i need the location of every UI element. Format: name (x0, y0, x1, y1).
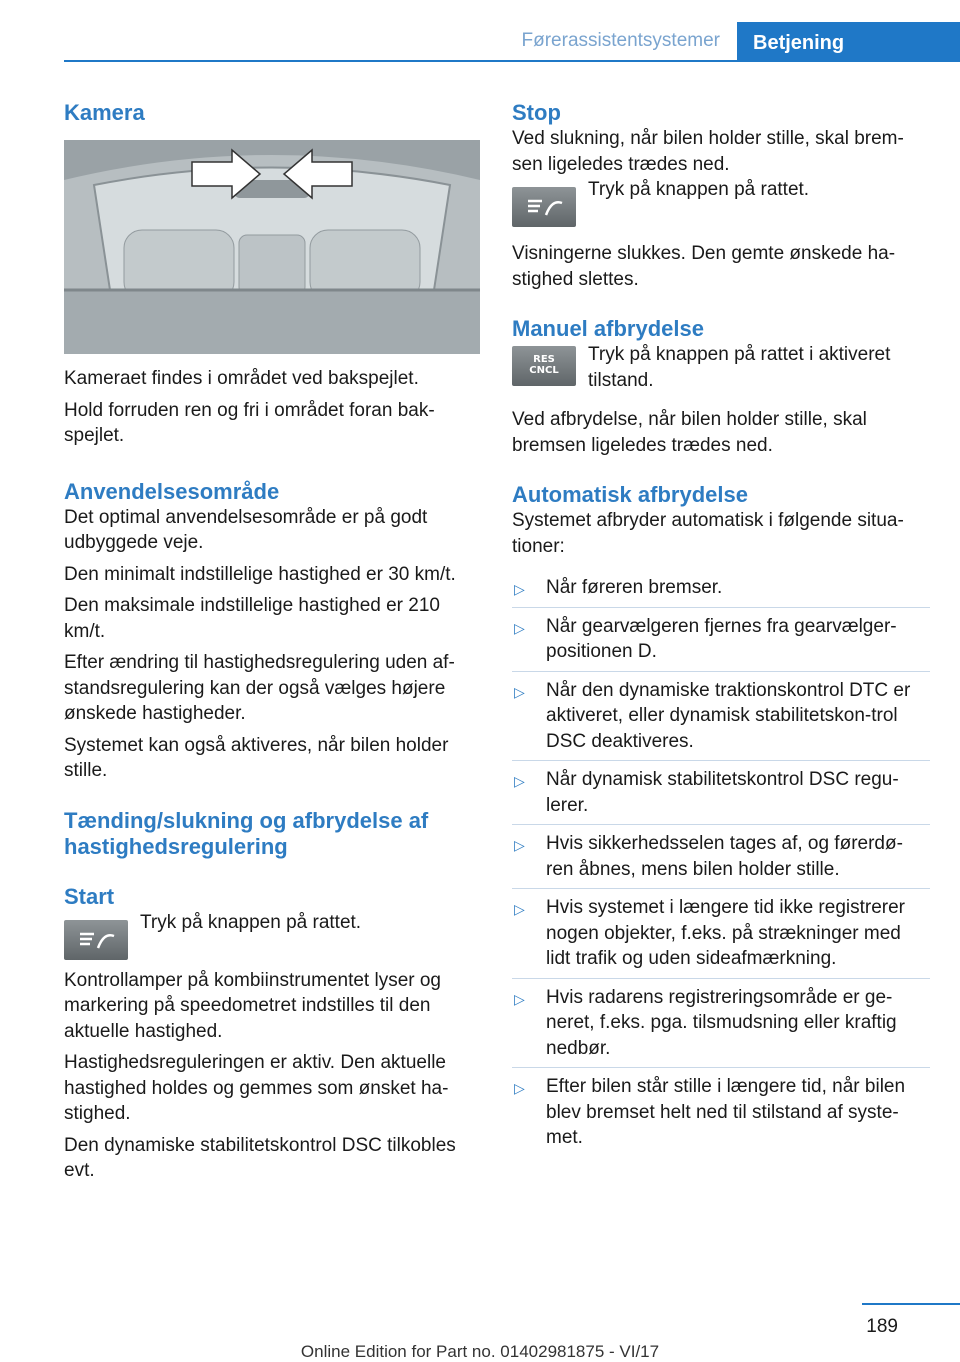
triangle-bullet-icon: ▷ (514, 990, 525, 1007)
camera-location-photo (64, 140, 480, 354)
triangle-bullet-icon: ▷ (514, 1080, 525, 1096)
list-item: ▷ Når føreren bremser. (512, 569, 930, 607)
manuel-heading: Manuel afbrydelse (512, 316, 704, 341)
anvendelse-text-4: Efter ændring til hastighedsregulering uden af-standsregulering kan der også vælges højere ønskede hastigheder. (64, 652, 455, 724)
anvendelse-heading: Anvendelsesområde (64, 478, 280, 504)
start-instruction (64, 910, 482, 960)
list-item: ▷ Når dynamisk stabilitetskontrol DSC regu-lerer. (512, 760, 930, 824)
start-text-1: Kontrollamper på kombiinstrumentet lyser og markering på speedometret indstilles til den aktuelle hastighed. (64, 969, 442, 1042)
start-text-2: Hastighedsreguleringen er aktiv. Den aktuelle hastighed holdes og gemmes som ønsket ha-stighed. (64, 1052, 449, 1124)
start-heading: Start (64, 883, 115, 909)
list-item: ▷ Når gearvælgeren fjernes fra gearvælger-positionen D. (512, 607, 930, 671)
header-section-title: Førerassistentsystemer (521, 30, 720, 51)
cruise-control-button-icon (64, 920, 128, 960)
manuel-instruction (512, 342, 930, 393)
header-tab: Betjening (737, 22, 960, 62)
stop-text-2: Visningerne slukkes. Den gemte ønskede ha-stighed slettes. (512, 243, 896, 290)
triangle-bullet-icon: ▷ (514, 619, 525, 636)
auto-conditions-list (512, 569, 930, 1157)
anvendelse-text-1: Det optimal anvendelsesområde er på godt udbyggede veje. (64, 506, 428, 553)
auto-text-1: Systemet afbryder automatisk i følgende situa-tioner: (512, 510, 904, 557)
list-item: ▷ Hvis systemet i længere tid ikke registrerer nogen objekter, f.eks. på strækninger med lidt trafik og uden sideafmærkning. (512, 888, 930, 978)
start-button-text: Tryk på knappen på rattet. (140, 911, 362, 933)
triangle-bullet-icon: ▷ (514, 683, 525, 700)
list-item: ▷ Hvis radarens registreringsområde er ge-neret, f.eks. pga. tilsmudsning eller kraftig nedbør. (512, 978, 930, 1068)
car-interior-illustration (64, 140, 480, 354)
triangle-bullet-icon: ▷ (514, 901, 525, 917)
left-column (64, 100, 482, 1184)
stop-heading: Stop (512, 100, 561, 125)
anvendelse-text-5: Systemet kan også aktiveres, når bilen holder stille. (64, 734, 449, 781)
list-item: ▷ Hvis sikkerhedsselen tages af, og førerdø-ren åbnes, mens bilen holder stille. (512, 824, 930, 888)
triangle-bullet-icon: ▷ (514, 837, 525, 853)
taending-heading: Tænding/slukning og afbrydelse af hastighedsregulering (64, 807, 429, 859)
stop-text-1: Ved slukning, når bilen holder stille, skal brem-sen ligeledes trædes ned. (512, 128, 904, 175)
start-text-3: Den dynamiske stabilitetskontrol DSC tilkobles evt. (64, 1134, 456, 1181)
list-item: ▷ Efter bilen står stille i længere tid, når bilen blev bremset helt ned til stilstand af syste-met. (512, 1067, 930, 1157)
triangle-bullet-icon: ▷ (514, 773, 525, 789)
stop-button-text: Tryk på knappen på rattet. (588, 179, 810, 200)
kamera-text-2: Hold forruden ren og fri i området foran bak-spejlet. (64, 399, 435, 446)
page-number: 189 (866, 1316, 898, 1337)
right-column (512, 100, 930, 1157)
footer-rule (862, 1303, 960, 1305)
auto-heading: Automatisk afbrydelse (512, 482, 748, 507)
header-rule (64, 60, 960, 62)
manuel-button-text: Tryk på knappen på rattet i aktiveret tilstand. (588, 344, 891, 391)
triangle-bullet-icon: ▷ (514, 581, 525, 597)
kamera-text-1: Kameraet findes i området ved bakspejlet. (64, 368, 419, 389)
manuel-text-1: Ved afbrydelse, når bilen holder stille, skal bremsen ligeledes trædes ned. (512, 409, 867, 456)
res-cncl-button-icon: RES CNCL (512, 346, 576, 386)
stop-instruction (512, 177, 930, 227)
kamera-heading: Kamera (64, 100, 145, 125)
edition-footer: Online Edition for Part no. 01402981875 - VI/17 (300, 1342, 660, 1361)
cruise-control-button-icon (512, 187, 576, 227)
list-item: ▷ Når den dynamiske traktionskontrol DTC er aktiveret, eller dynamisk stabilitetskon-trol DSC deaktiveres. (512, 671, 930, 761)
anvendelse-text-3: Den maksimale indstillelige hastighed er 210 km/t. (64, 595, 440, 642)
anvendelse-text-2: Den minimalt indstillelige hastighed er 30 km/t. (64, 563, 456, 585)
